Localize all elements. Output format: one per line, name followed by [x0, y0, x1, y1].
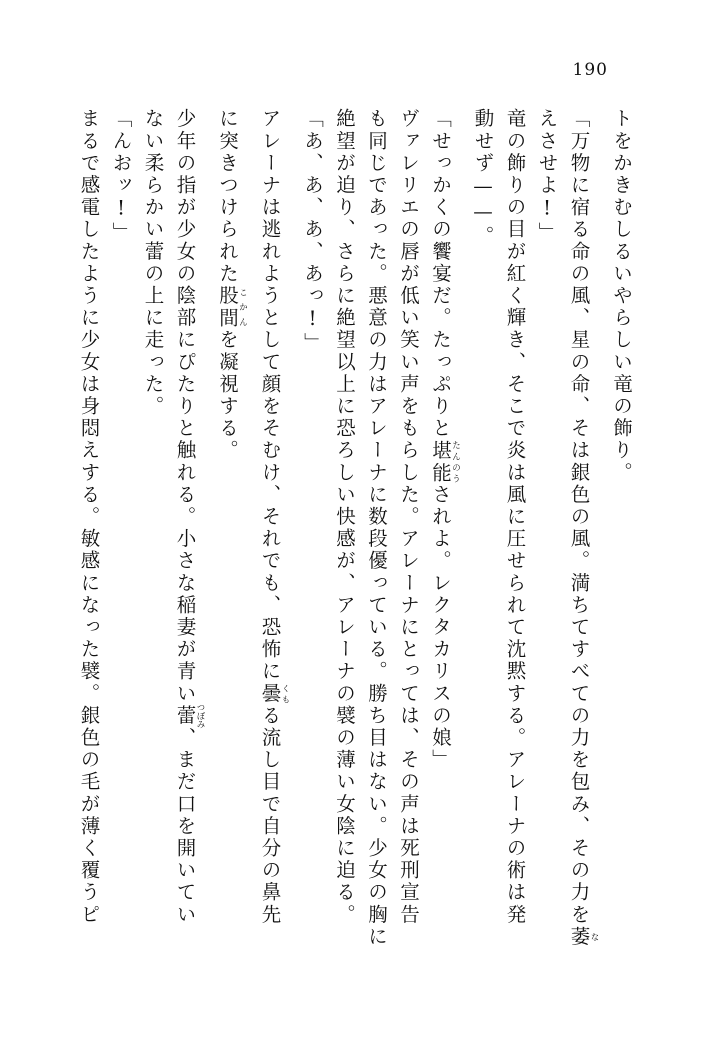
ruby-nae: 萎な	[567, 925, 599, 948]
text-column: 竜の飾りの目が紅く輝き、そこで炎は風に圧せられて沈黙する。アレーナの術は発	[503, 108, 527, 926]
text-column: えさせよ!」	[535, 108, 559, 245]
ruby-kokan: 股間こかん	[216, 284, 248, 330]
vertical-text-body	[60, 108, 631, 968]
text-column: トをかきむしるいやらしい竜の飾り。	[610, 108, 633, 484]
text-column: 「んおッ!」	[109, 108, 133, 245]
ruby-kumo: 曇くも	[258, 682, 290, 705]
text-column: 少年の指が少女の陰部にぴたりと触れる。小さな稲妻が青い蕾つぼみ、まだ口を開いてい	[173, 108, 205, 926]
text-column: も同じであった。悪意の力はアレーナに数段優っている。勝ち目はない。少女の胸に	[365, 108, 388, 948]
text-column: まるで感電したように少女は身悶えする。敏感になった襞。銀色の毛が薄く覆うピ	[77, 108, 101, 926]
text-column: 絶望が迫り、さらに絶望以上に恐ろしい快感が、アレーナの襞の薄い女陰に迫る。	[333, 108, 356, 926]
text-column: 「あ、あ、あ、あっ!」	[301, 108, 324, 355]
text-column: 「せっかくの饗宴だ。たっぷりと堪能たんのうされよ。レクタカリスの娘」	[429, 108, 461, 772]
text-column: ない柔らかい蕾の上に走った。	[141, 108, 165, 418]
text-column: に突きつけられた股間こかんを凝視する。	[216, 108, 248, 462]
text-column: 「万物に宿る命の風、星の命、そは銀色の風。満ちてすべての力を包み、その力を萎な	[567, 108, 599, 948]
text-column: 動せず——。	[471, 108, 495, 248]
ruby-tannou: 堪能たんのう	[429, 439, 461, 484]
ruby-tsubomi: 蕾つぼみ	[173, 703, 205, 729]
text-column: ヴァレリエの唇が低い笑い声をもらした。アレーナにとっては、その声は死刑宣告	[397, 108, 420, 926]
page-number: 190	[572, 60, 608, 80]
text-column: アレーナは逃れようとして顔をそむけ、それでも、恐怖に曇くもる流し目で自分の鼻先	[258, 108, 290, 926]
